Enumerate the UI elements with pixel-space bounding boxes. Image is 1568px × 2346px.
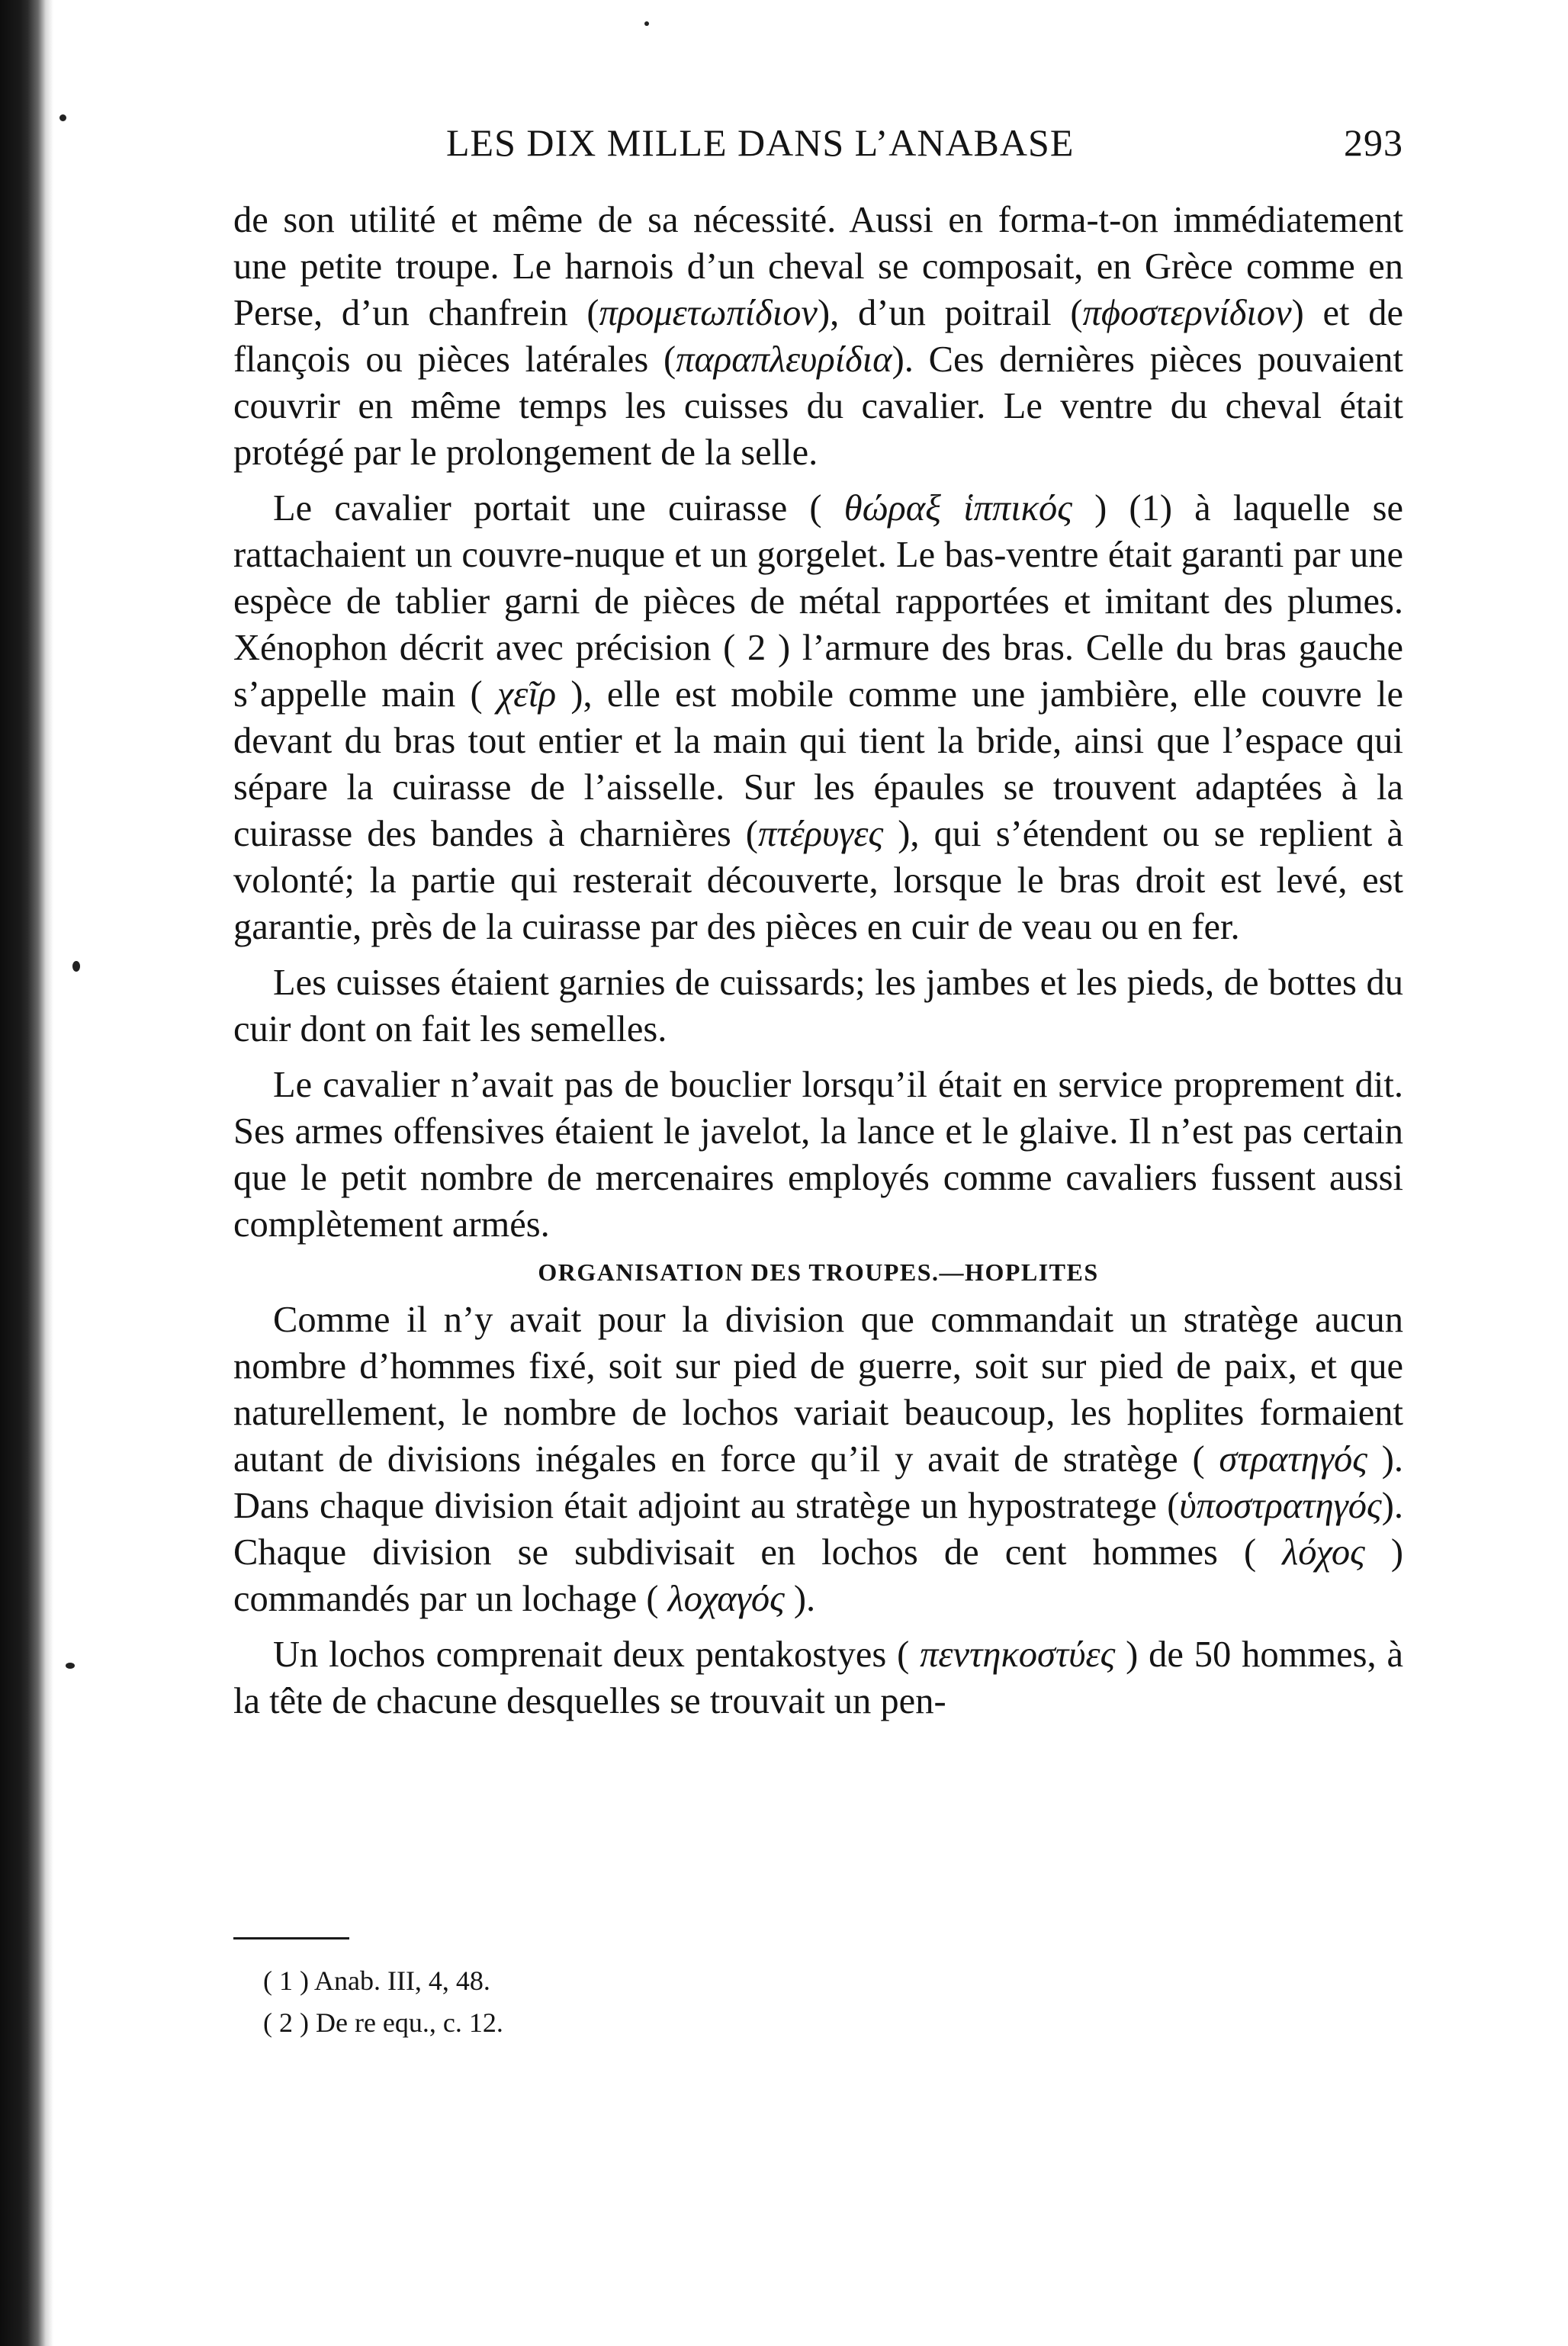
body-text — [233, 197, 1403, 1724]
paragraph-2 — [233, 485, 1403, 950]
paragraph-6 — [233, 1631, 1403, 1724]
text-run: ). Dans chaque division était adjoint au stratège un hypostratege ( — [233, 1439, 1404, 1526]
greek-term: χεῖρ — [496, 674, 557, 715]
text-run: ). Ces dernières pièces pouvaient couvrir en même temps les cuisses du cavalier. Le ventre du cheval était protégé par le prolongement de la selle. — [233, 339, 1403, 473]
greek-term: πτέρυγες — [757, 814, 884, 854]
footnote-2: ( 2 ) De re equ., c. 12. — [263, 2007, 503, 2038]
text-run: ), elle est mobile comme une jambière, elle couvre le devant du bras tout entier et la main qui tient la bride, ainsi que l’espace qui sépare la cuirasse de l’aisselle. Sur les épaules se trouvent adaptées à la cuirasse des bandes à charnières ( — [233, 674, 1404, 854]
greek-term: ὑποστρατηγός — [1179, 1486, 1382, 1526]
text-run: ) commandés par un lochage ( — [233, 1532, 1403, 1619]
footnote-1: ( 1 ) Anab. III, 4, 48. — [263, 1965, 490, 1996]
paragraph-4: Le cavalier n’avait pas de bouclier lorsqu’il était en service proprement dit. Ses armes offensives étaient le javelot, la lance et le glaive. Il n’est pas certain que le petit nombre de mercenaires employés comme cavaliers fussent aussi complètement armés. — [233, 1065, 1403, 1245]
page-header — [229, 121, 1403, 174]
paragraph-1 — [233, 197, 1403, 476]
text-run: ) (1) à laquelle se rattachaient un couvre-nuque et un gorgelet. Le bas-ventre était garanti par une espèce de tablier garni de pièces de métal rapportées et imitant des plumes. Xénophon décrit avec précision ( 2 ) l’armure des bras. Celle du bras gauche s’appelle main ( — [233, 488, 1403, 715]
greek-term: θώραξ ἱππικός — [843, 488, 1072, 529]
text-run: Comme il n’y avait pour la division que commandait un stratège aucun nombre d’hommes fixé, soit sur pied de guerre, soit sur pied de paix, et que naturellement, le nombre de lochos variait beaucoup, les hoplites formaient autant de divisions inégales en force qu’il y avait de stratège ( — [233, 1300, 1403, 1480]
running-title: LES DIX MILLE DANS L’ANABASE — [446, 121, 1075, 164]
footnote-rule — [233, 1937, 349, 1939]
text-run: Le cavalier portait une cuirasse ( — [273, 488, 844, 529]
ink-speck — [644, 21, 649, 26]
ink-speck — [59, 114, 66, 121]
text-run: de son utilité et même de sa nécessité. Aussi en forma-t-on immédiatement une petite troupe. Le harnois d’un cheval se composait, en Grèce comme en Perse, d’un chanfrein ( — [233, 200, 1403, 333]
text-run: ), d’un poitrail ( — [817, 293, 1083, 333]
ink-speck — [66, 1663, 75, 1669]
paragraph-3: Les cuisses étaient garnies de cuissards; les jambes et les pieds, de bottes du cuir dont on fait les semelles. — [233, 963, 1403, 1049]
greek-term: πεντηκοστύες — [920, 1634, 1116, 1675]
greek-term: παραπλευρίδια — [676, 339, 892, 380]
book-binding-edge — [0, 0, 53, 2346]
text-run: ), qui s’étendent ou se replient à volonté; la partie qui resterait découverte, lorsque le bras droit est levé, est garantie, près de la cuirasse par des pièces en cuir de veau ou en fer. — [233, 814, 1403, 947]
text-run: ). Chaque division se subdivisait en lochos de cent hommes ( — [233, 1486, 1403, 1573]
greek-term: στρατηγός — [1219, 1439, 1367, 1480]
footnotes — [263, 1960, 1026, 2044]
greek-term: πϕοστερνίδιον — [1082, 293, 1292, 333]
text-run: ) et de flançois ou pièces latérales ( — [233, 293, 1404, 380]
section-title: ORGANISATION DES TROUPES.—HOPLITES — [538, 1258, 1099, 1286]
ink-speck — [72, 961, 80, 972]
paragraph-5 — [233, 1297, 1403, 1622]
page-number: 293 — [1344, 121, 1403, 164]
greek-term: λοχαγός — [667, 1579, 785, 1619]
text-run: ) de 50 hommes, à la tête de chacune desquelles se trouvait un pen- — [233, 1634, 1403, 1721]
greek-term: προμετωπίδιον — [599, 293, 818, 333]
text-run: ). — [784, 1579, 816, 1619]
text-run: Un lochos comprenait deux pentakostyes ( — [273, 1634, 921, 1675]
greek-term: λόχος — [1282, 1532, 1365, 1573]
